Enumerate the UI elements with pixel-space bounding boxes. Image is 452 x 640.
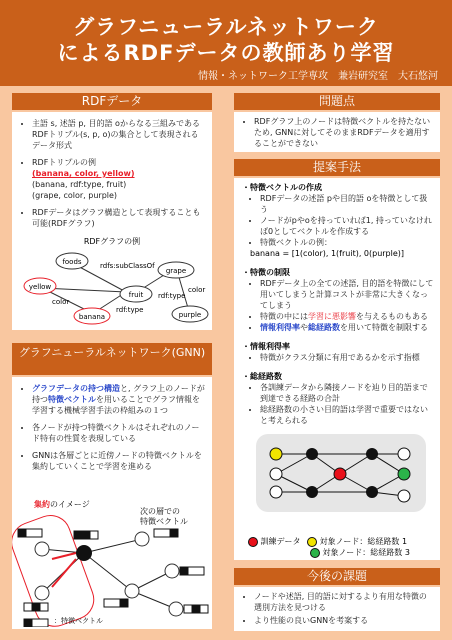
proposal-s1-c: • 特徴ベクトルの例： <box>260 237 434 248</box>
rdf-node-grape-label: grape <box>165 267 187 275</box>
aggregation-rest-label: のイメージ <box>50 500 90 509</box>
legend-training-dot <box>248 537 258 547</box>
legend-target1-label: 対象ノード：総経路数 1 <box>319 537 408 546</box>
legend-target3-dot <box>310 548 320 558</box>
proposal-s2-b-red: 学習に悪影響 <box>308 312 356 321</box>
gnn-bullet-3: • GNNは各層ごとに近傍ノードの特徴ベクトルを集約していくことで学習を進める <box>32 450 206 472</box>
proposal-s2-c-mid: や <box>300 323 308 332</box>
proposal-s2-c <box>260 322 434 333</box>
feature-vector-legend: ：特徴ベクトル <box>54 617 103 625</box>
poster-title-line1: グラフニューラルネットワーク <box>73 15 379 39</box>
proposal-s2-b-pre: 特徴の中には <box>260 312 308 321</box>
rdf-node-banana-label: banana <box>78 313 106 321</box>
future-bullet-2: • より性能の良いGNNを考案する <box>254 615 434 626</box>
gnn-bullet-2: • 各ノードが持つ特徴ベクトルはそれぞれのノード特有の性質を表現している <box>32 422 206 444</box>
gnn-highlight-structure: グラフデータの持つ構造 <box>32 384 120 393</box>
path-count-legend <box>248 536 410 558</box>
rdf-node-purple-label: purple <box>178 311 202 319</box>
rdf-edge-rdftype-banana: rdf:type <box>116 306 144 314</box>
proposal-s3-a: • 特徴がクラス分類に有用であるかを示す指標 <box>260 352 434 363</box>
future-section-heading: 今後の課題 <box>234 568 440 585</box>
proposal-s4-b: • 総経路数の小さい目的語は学習で重要ではないと考えられる <box>260 404 434 426</box>
proposal-sub-2: ・特徴の制限 <box>242 268 290 277</box>
legend-target3-label: 対象ノード：総経路数 3 <box>322 548 410 557</box>
proposal-sub-4: ・総経路数 <box>242 372 282 381</box>
proposal-s2-c-post: を用いて特徴を制限する <box>340 323 428 332</box>
future-section-panel <box>234 587 440 631</box>
rdf-node-fruit-label: fruit <box>128 291 144 299</box>
poster-author: 情報・ネットワーク工学専攻 兼岩研究室 大石悠河 <box>198 71 438 82</box>
gnn-bullet-1-rest: を用いることでグラフ情報を学習する機械学習手法の枠組みの１つ <box>32 395 200 415</box>
rdf-edge-color: color <box>188 286 206 294</box>
gnn-section-heading <box>12 343 212 375</box>
rdf-bullet-1: • 主語 s, 述語 p, 目的語 oからなる三組みであるRDFトリプル(s, p, o)の集合として表現されるデータ形式 <box>32 118 206 151</box>
proposal-section-panel <box>234 178 440 560</box>
poster-title-line2: によるRDFデータの教師あり学習 <box>57 41 395 65</box>
proposal-sub-1-text: 特徴ベクトルの作成 <box>250 183 322 192</box>
proposal-s1-b: • ノードがpやoを持っていれば1, 持っていなければ0としてベクトルを作成する <box>260 215 434 237</box>
proposal-s1-a: • RDFデータの述語 pや目的語 oを特徴として扱う <box>260 193 434 215</box>
path-count-diagram <box>256 434 426 512</box>
legend-training-label: 訓練データ <box>260 537 301 546</box>
rdf-triple-example-3: (grape, color, purple) <box>32 191 118 200</box>
next-layer-caption: 次の層での 特徴ベクトル <box>140 507 188 526</box>
future-bullet-1: • ノードや述語, 目的語に対するより有用な特徴の選別方法を見つける <box>254 591 434 613</box>
problem-section-heading: 問題点 <box>234 93 440 110</box>
proposal-s2-c-blue2: 総経路数 <box>308 323 340 332</box>
proposal-sub-3: ・情報利得率 <box>242 342 290 351</box>
rdf-edge-color-red: color <box>52 298 70 306</box>
rdf-section-heading: RDFデータ <box>12 93 212 110</box>
legend-target1-dot <box>307 537 317 547</box>
rdf-edge-rdftype-grape: rdf:type <box>158 292 186 300</box>
proposal-s2-b <box>260 311 434 322</box>
proposal-s2-b-post: を与えるものもある <box>356 312 428 321</box>
rdf-graph-diagram <box>12 248 212 328</box>
gnn-highlight-feature-vector: 特徴ベクトル <box>48 395 96 404</box>
problem-section-panel <box>234 112 440 152</box>
rdf-triple-example-highlight: (banana, color, yellow) <box>32 169 135 178</box>
poster-header <box>0 0 452 86</box>
proposal-sub-1: ・特徴ベクトルの作成 <box>242 183 322 192</box>
proposal-s4-a: • 各訓練データから隣接ノードを辿り目的語まで到達できる経路の合計 <box>260 382 434 404</box>
rdf-triple-example-2: (banana, rdf:type, fruit) <box>32 180 127 189</box>
proposal-s2-a: • RDFデータ上の全ての述語, 目的語を特徴にして用いてしまうと計算コストが非常に大きくなってしまう <box>260 278 434 311</box>
rdf-edge-subclassof: rdfs:subClassOf <box>100 262 155 270</box>
proposal-sub-3-text: 情報利得率 <box>250 342 290 351</box>
gnn-bullet-1 <box>32 383 206 416</box>
rdf-node-foods-label: foods <box>62 258 82 266</box>
proposal-sub-4-text: 総経路数 <box>250 372 282 381</box>
proposal-s2-c-blue1: 情報利得率 <box>260 323 300 332</box>
gnn-heading-text: グラフニューラルネットワーク(GNN) <box>18 346 206 359</box>
rdf-node-yellow-label: yellow <box>28 283 52 291</box>
rdf-section-panel <box>12 112 212 330</box>
gnn-section-panel <box>12 377 212 629</box>
problem-bullet-1: • RDFグラフ上のノードは特徴ベクトルを持たないため, GNNに対してそのままRDFデータを適用することができない <box>254 116 434 149</box>
proposal-sub-2-text: 特徴の制限 <box>250 268 290 277</box>
aggregation-diagram <box>12 509 212 627</box>
rdf-triple-example-label: RDFトリプルの例 <box>32 158 96 167</box>
proposal-section-heading: 提案手法 <box>234 159 440 176</box>
proposal-s1-d: banana = [1(color), 1(fruit), 0(purple)] <box>250 249 405 258</box>
gnn-bullet-1-mid: と, グラフ上のノードが持つ <box>32 384 205 404</box>
rdf-graph-title: RDFグラフの例 <box>83 237 141 246</box>
rdf-bullet-2 <box>32 157 206 201</box>
rdf-bullet-3: • RDFデータはグラフ構造として表現することも可能(RDFグラフ) <box>32 207 206 229</box>
aggregation-red-label: 集約 <box>34 500 50 509</box>
